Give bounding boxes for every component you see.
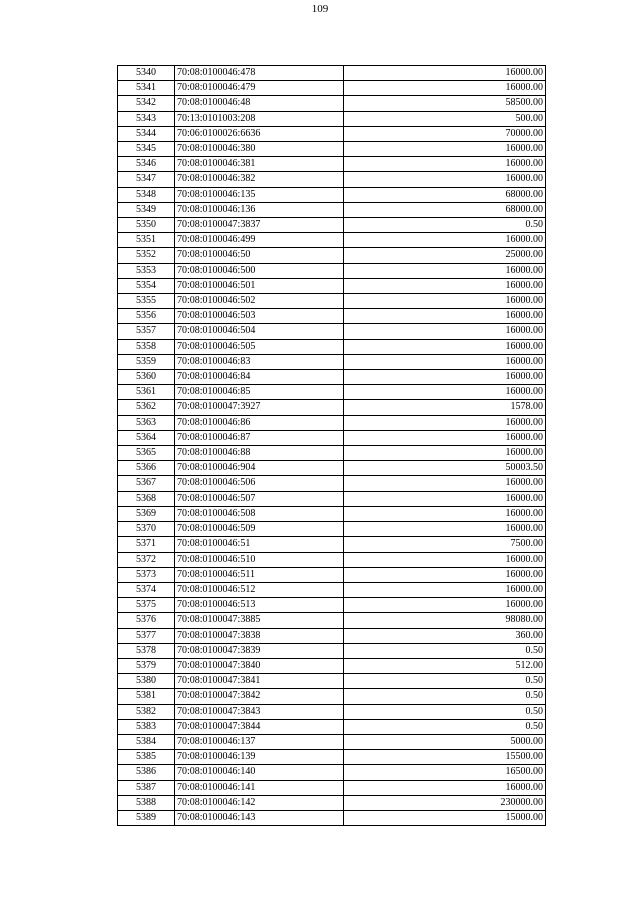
row-number-cell: 5386 <box>118 765 175 780</box>
table-row <box>118 476 546 491</box>
amount-cell: 0.50 <box>344 643 546 658</box>
amount-cell: 16000.00 <box>344 81 546 96</box>
table-row <box>118 522 546 537</box>
amount-cell: 1578.00 <box>344 400 546 415</box>
table-row <box>118 172 546 187</box>
row-number-cell: 5375 <box>118 598 175 613</box>
cadastral-number-cell: 70:08:0100046:512 <box>175 582 344 597</box>
table-row <box>118 704 546 719</box>
table-row <box>118 765 546 780</box>
cadastral-number-cell: 70:08:0100046:513 <box>175 598 344 613</box>
row-number-cell: 5374 <box>118 582 175 597</box>
table-row <box>118 658 546 673</box>
row-number-cell: 5379 <box>118 658 175 673</box>
row-number-cell: 5345 <box>118 142 175 157</box>
cadastral-number-cell: 70:08:0100047:3838 <box>175 628 344 643</box>
cadastral-number-cell: 70:08:0100046:508 <box>175 506 344 521</box>
cadastral-number-cell: 70:08:0100046:137 <box>175 734 344 749</box>
table-row <box>118 354 546 369</box>
row-number-cell: 5357 <box>118 324 175 339</box>
table-row <box>118 126 546 141</box>
row-number-cell: 5361 <box>118 385 175 400</box>
amount-cell: 68000.00 <box>344 187 546 202</box>
table-row <box>118 750 546 765</box>
amount-cell: 0.50 <box>344 674 546 689</box>
cadastral-number-cell: 70:08:0100047:3837 <box>175 218 344 233</box>
table-row <box>118 491 546 506</box>
amount-cell: 16000.00 <box>344 233 546 248</box>
table-row <box>118 385 546 400</box>
row-number-cell: 5367 <box>118 476 175 491</box>
amount-cell: 16000.00 <box>344 567 546 582</box>
table-row <box>118 780 546 795</box>
row-number-cell: 5347 <box>118 172 175 187</box>
table-row <box>118 233 546 248</box>
table-row <box>118 674 546 689</box>
row-number-cell: 5342 <box>118 96 175 111</box>
table-row <box>118 96 546 111</box>
cadastral-number-cell: 70:08:0100046:502 <box>175 294 344 309</box>
row-number-cell: 5354 <box>118 278 175 293</box>
cadastral-number-cell: 70:08:0100047:3843 <box>175 704 344 719</box>
table-row <box>118 430 546 445</box>
amount-cell: 16000.00 <box>344 598 546 613</box>
row-number-cell: 5352 <box>118 248 175 263</box>
cadastral-number-cell: 70:08:0100046:87 <box>175 430 344 445</box>
amount-cell: 0.50 <box>344 218 546 233</box>
amount-cell: 70000.00 <box>344 126 546 141</box>
cadastral-number-cell: 70:08:0100046:85 <box>175 385 344 400</box>
amount-cell: 16000.00 <box>344 780 546 795</box>
amount-cell: 0.50 <box>344 689 546 704</box>
registry-table <box>117 65 546 826</box>
row-number-cell: 5383 <box>118 719 175 734</box>
amount-cell: 16000.00 <box>344 415 546 430</box>
cadastral-number-cell: 70:08:0100046:86 <box>175 415 344 430</box>
cadastral-number-cell: 70:08:0100047:3842 <box>175 689 344 704</box>
cadastral-number-cell: 70:08:0100046:48 <box>175 96 344 111</box>
row-number-cell: 5376 <box>118 613 175 628</box>
row-number-cell: 5363 <box>118 415 175 430</box>
row-number-cell: 5340 <box>118 66 175 81</box>
cadastral-number-cell: 70:08:0100046:503 <box>175 309 344 324</box>
table-row <box>118 309 546 324</box>
cadastral-number-cell: 70:08:0100046:380 <box>175 142 344 157</box>
table-row <box>118 263 546 278</box>
cadastral-number-cell: 70:08:0100046:135 <box>175 187 344 202</box>
amount-cell: 16000.00 <box>344 66 546 81</box>
row-number-cell: 5349 <box>118 202 175 217</box>
cadastral-number-cell: 70:08:0100046:904 <box>175 461 344 476</box>
amount-cell: 16000.00 <box>344 157 546 172</box>
row-number-cell: 5346 <box>118 157 175 172</box>
row-number-cell: 5350 <box>118 218 175 233</box>
table-row <box>118 628 546 643</box>
registry-table-body <box>118 66 546 826</box>
amount-cell: 16000.00 <box>344 324 546 339</box>
row-number-cell: 5380 <box>118 674 175 689</box>
amount-cell: 15500.00 <box>344 750 546 765</box>
table-row <box>118 643 546 658</box>
row-number-cell: 5344 <box>118 126 175 141</box>
amount-cell: 98080.00 <box>344 613 546 628</box>
table-row <box>118 187 546 202</box>
row-number-cell: 5365 <box>118 446 175 461</box>
row-number-cell: 5356 <box>118 309 175 324</box>
amount-cell: 16000.00 <box>344 339 546 354</box>
row-number-cell: 5368 <box>118 491 175 506</box>
table-row <box>118 613 546 628</box>
row-number-cell: 5364 <box>118 430 175 445</box>
row-number-cell: 5369 <box>118 506 175 521</box>
amount-cell: 16000.00 <box>344 354 546 369</box>
cadastral-number-cell: 70:08:0100046:382 <box>175 172 344 187</box>
amount-cell: 50003.50 <box>344 461 546 476</box>
table-row <box>118 142 546 157</box>
table-row <box>118 689 546 704</box>
table-row <box>118 157 546 172</box>
cadastral-number-cell: 70:08:0100046:51 <box>175 537 344 552</box>
table-row <box>118 66 546 81</box>
table-row <box>118 218 546 233</box>
cadastral-number-cell: 70:08:0100046:50 <box>175 248 344 263</box>
amount-cell: 5000.00 <box>344 734 546 749</box>
table-row <box>118 552 546 567</box>
row-number-cell: 5362 <box>118 400 175 415</box>
row-number-cell: 5384 <box>118 734 175 749</box>
table-row <box>118 324 546 339</box>
amount-cell: 16000.00 <box>344 430 546 445</box>
cadastral-number-cell: 70:08:0100046:501 <box>175 278 344 293</box>
cadastral-number-cell: 70:08:0100046:504 <box>175 324 344 339</box>
row-number-cell: 5373 <box>118 567 175 582</box>
amount-cell: 16000.00 <box>344 506 546 521</box>
amount-cell: 16000.00 <box>344 446 546 461</box>
page-number: 109 <box>311 3 329 15</box>
amount-cell: 500.00 <box>344 111 546 126</box>
cadastral-number-cell: 70:08:0100046:499 <box>175 233 344 248</box>
cadastral-number-cell: 70:06:0100026:6636 <box>175 126 344 141</box>
row-number-cell: 5382 <box>118 704 175 719</box>
table-row <box>118 598 546 613</box>
cadastral-number-cell: 70:08:0100046:143 <box>175 810 344 825</box>
row-number-cell: 5353 <box>118 263 175 278</box>
table-row <box>118 294 546 309</box>
row-number-cell: 5389 <box>118 810 175 825</box>
cadastral-number-cell: 70:08:0100046:507 <box>175 491 344 506</box>
row-number-cell: 5348 <box>118 187 175 202</box>
row-number-cell: 5343 <box>118 111 175 126</box>
table-row <box>118 537 546 552</box>
cadastral-number-cell: 70:08:0100046:84 <box>175 370 344 385</box>
row-number-cell: 5377 <box>118 628 175 643</box>
row-number-cell: 5370 <box>118 522 175 537</box>
amount-cell: 0.50 <box>344 704 546 719</box>
cadastral-number-cell: 70:08:0100046:505 <box>175 339 344 354</box>
table-row <box>118 202 546 217</box>
cadastral-number-cell: 70:08:0100047:3927 <box>175 400 344 415</box>
amount-cell: 16000.00 <box>344 172 546 187</box>
amount-cell: 16000.00 <box>344 476 546 491</box>
cadastral-number-cell: 70:08:0100046:500 <box>175 263 344 278</box>
amount-cell: 16000.00 <box>344 491 546 506</box>
amount-cell: 16000.00 <box>344 294 546 309</box>
amount-cell: 25000.00 <box>344 248 546 263</box>
row-number-cell: 5381 <box>118 689 175 704</box>
row-number-cell: 5355 <box>118 294 175 309</box>
cadastral-number-cell: 70:08:0100046:510 <box>175 552 344 567</box>
amount-cell: 512.00 <box>344 658 546 673</box>
cadastral-number-cell: 70:08:0100047:3841 <box>175 674 344 689</box>
cadastral-number-cell: 70:13:0101003:208 <box>175 111 344 126</box>
table-row <box>118 400 546 415</box>
table-row <box>118 339 546 354</box>
row-number-cell: 5366 <box>118 461 175 476</box>
amount-cell: 68000.00 <box>344 202 546 217</box>
amount-cell: 58500.00 <box>344 96 546 111</box>
cadastral-number-cell: 70:08:0100046:479 <box>175 81 344 96</box>
cadastral-number-cell: 70:08:0100046:141 <box>175 780 344 795</box>
table-row <box>118 111 546 126</box>
cadastral-number-cell: 70:08:0100046:509 <box>175 522 344 537</box>
amount-cell: 16000.00 <box>344 370 546 385</box>
row-number-cell: 5378 <box>118 643 175 658</box>
table-row <box>118 81 546 96</box>
amount-cell: 16000.00 <box>344 309 546 324</box>
row-number-cell: 5372 <box>118 552 175 567</box>
table-row <box>118 506 546 521</box>
amount-cell: 0.50 <box>344 719 546 734</box>
amount-cell: 230000.00 <box>344 795 546 810</box>
table-row <box>118 370 546 385</box>
table-row <box>118 415 546 430</box>
row-number-cell: 5358 <box>118 339 175 354</box>
amount-cell: 16000.00 <box>344 385 546 400</box>
row-number-cell: 5371 <box>118 537 175 552</box>
row-number-cell: 5387 <box>118 780 175 795</box>
row-number-cell: 5341 <box>118 81 175 96</box>
cadastral-number-cell: 70:08:0100047:3885 <box>175 613 344 628</box>
amount-cell: 16500.00 <box>344 765 546 780</box>
amount-cell: 16000.00 <box>344 582 546 597</box>
amount-cell: 16000.00 <box>344 522 546 537</box>
row-number-cell: 5351 <box>118 233 175 248</box>
table-row <box>118 795 546 810</box>
amount-cell: 7500.00 <box>344 537 546 552</box>
row-number-cell: 5385 <box>118 750 175 765</box>
cadastral-number-cell: 70:08:0100046:511 <box>175 567 344 582</box>
row-number-cell: 5359 <box>118 354 175 369</box>
amount-cell: 360.00 <box>344 628 546 643</box>
cadastral-number-cell: 70:08:0100046:139 <box>175 750 344 765</box>
table-row <box>118 582 546 597</box>
cadastral-number-cell: 70:08:0100046:88 <box>175 446 344 461</box>
table-row <box>118 446 546 461</box>
cadastral-number-cell: 70:08:0100046:381 <box>175 157 344 172</box>
cadastral-number-cell: 70:08:0100046:83 <box>175 354 344 369</box>
amount-cell: 16000.00 <box>344 278 546 293</box>
row-number-cell: 5388 <box>118 795 175 810</box>
cadastral-number-cell: 70:08:0100046:142 <box>175 795 344 810</box>
table-row <box>118 719 546 734</box>
cadastral-number-cell: 70:08:0100046:136 <box>175 202 344 217</box>
amount-cell: 16000.00 <box>344 552 546 567</box>
row-number-cell: 5360 <box>118 370 175 385</box>
amount-cell: 15000.00 <box>344 810 546 825</box>
table-row <box>118 278 546 293</box>
cadastral-number-cell: 70:08:0100046:140 <box>175 765 344 780</box>
cadastral-number-cell: 70:08:0100047:3844 <box>175 719 344 734</box>
table-row <box>118 810 546 825</box>
table-row <box>118 461 546 476</box>
table-row <box>118 567 546 582</box>
table-row <box>118 248 546 263</box>
amount-cell: 16000.00 <box>344 142 546 157</box>
table-row <box>118 734 546 749</box>
cadastral-number-cell: 70:08:0100046:478 <box>175 66 344 81</box>
amount-cell: 16000.00 <box>344 263 546 278</box>
cadastral-number-cell: 70:08:0100047:3840 <box>175 658 344 673</box>
cadastral-number-cell: 70:08:0100047:3839 <box>175 643 344 658</box>
cadastral-number-cell: 70:08:0100046:506 <box>175 476 344 491</box>
